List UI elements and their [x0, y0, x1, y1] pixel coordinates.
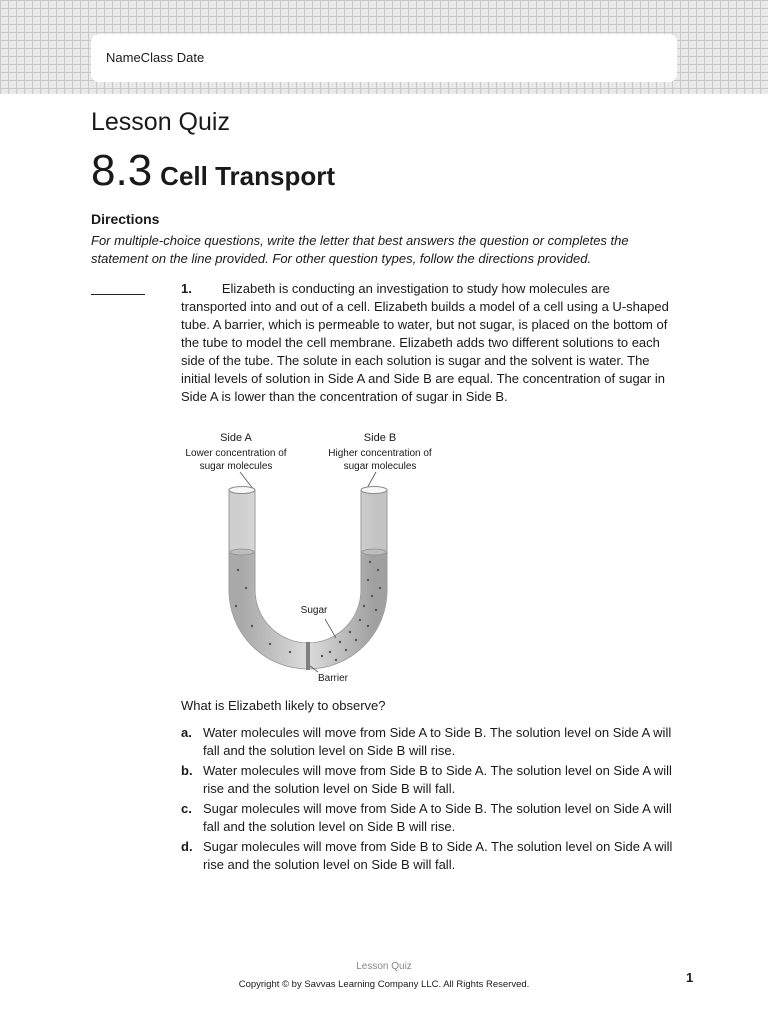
lesson-quiz-label: Lesson Quiz — [91, 108, 230, 136]
question-number: 1. — [181, 281, 192, 296]
choice-c — [181, 800, 675, 836]
choice-letter: c. — [181, 801, 192, 816]
choice-letter: d. — [181, 839, 193, 854]
u-tube-figure — [178, 430, 442, 688]
side-a-title: Side A — [220, 432, 252, 444]
side-b-caption-line2: sugar molecules — [343, 461, 417, 472]
choice-b — [181, 762, 675, 798]
directions-heading: Directions — [91, 211, 160, 227]
name-class-date-label: NameClass Date — [106, 50, 205, 65]
choice-d — [181, 838, 675, 874]
name-class-date-box — [91, 34, 677, 82]
choice-text: Sugar molecules will move from Side B to Side A. The solution level on Side A will rise and the solution level on Side B will fall. — [203, 839, 673, 872]
question-1 — [181, 280, 675, 406]
answer-blank-line[interactable] — [91, 294, 145, 295]
side-b-caption-line1: Higher concentration of — [328, 448, 432, 459]
side-a-caption-line1: Lower concentration of — [185, 448, 287, 459]
lesson-number: 8.3 — [91, 146, 153, 195]
lesson-name: Cell Transport — [160, 161, 335, 191]
side-a-caption-line2: sugar molecules — [199, 461, 273, 472]
u-tube-illustration — [178, 430, 442, 688]
choice-letter: b. — [181, 763, 193, 778]
lesson-title — [91, 146, 335, 196]
choice-text: Sugar molecules will move from Side A to Side B. The solution level on Side A will fall and the solution level on Side B will rise. — [203, 801, 672, 834]
choice-a — [181, 724, 675, 760]
question-text: Elizabeth is conducting an investigation to study how molecules are transported into and out of a cell. Elizabeth builds a model of a cell using a U-shaped tube. A barrier, which is permeable to water, but not sugar, is placed on the bottom of the tube to model the cell membrane. Elizabeth adds two different solutions to each side of the tube. The solute in each solution is sugar and the solvent is water. The initial levels of solution in Side A and Side B are equal. The concentration of sugar in Side A is lower than the concentration of sugar in Side B. — [181, 281, 669, 404]
footer-copyright: Copyright © by Savvas Learning Company LLC. All Rights Reserved. — [238, 979, 530, 990]
choice-text: Water molecules will move from Side B to Side A. The solution level on Side A will rise and the solution level on Side B will fall. — [203, 763, 672, 796]
side-b-title: Side B — [363, 432, 397, 444]
choice-text: Water molecules will move from Side A to Side B. The solution level on Side A will fall and the solution level on Side B will rise. — [203, 725, 672, 758]
barrier-label: Barrier — [317, 673, 349, 684]
sugar-label: Sugar — [300, 605, 328, 616]
answer-choices — [181, 724, 675, 876]
question-prompt: What is Elizabeth likely to observe? — [181, 698, 386, 713]
choice-letter: a. — [181, 725, 192, 740]
page-number: 1 — [686, 970, 694, 985]
footer-label: Lesson Quiz — [356, 961, 412, 972]
directions-text: For multiple-choice questions, write the letter that best answers the question or completes the statement on the line provided. For other question types, follow the directions provided. — [91, 233, 629, 266]
